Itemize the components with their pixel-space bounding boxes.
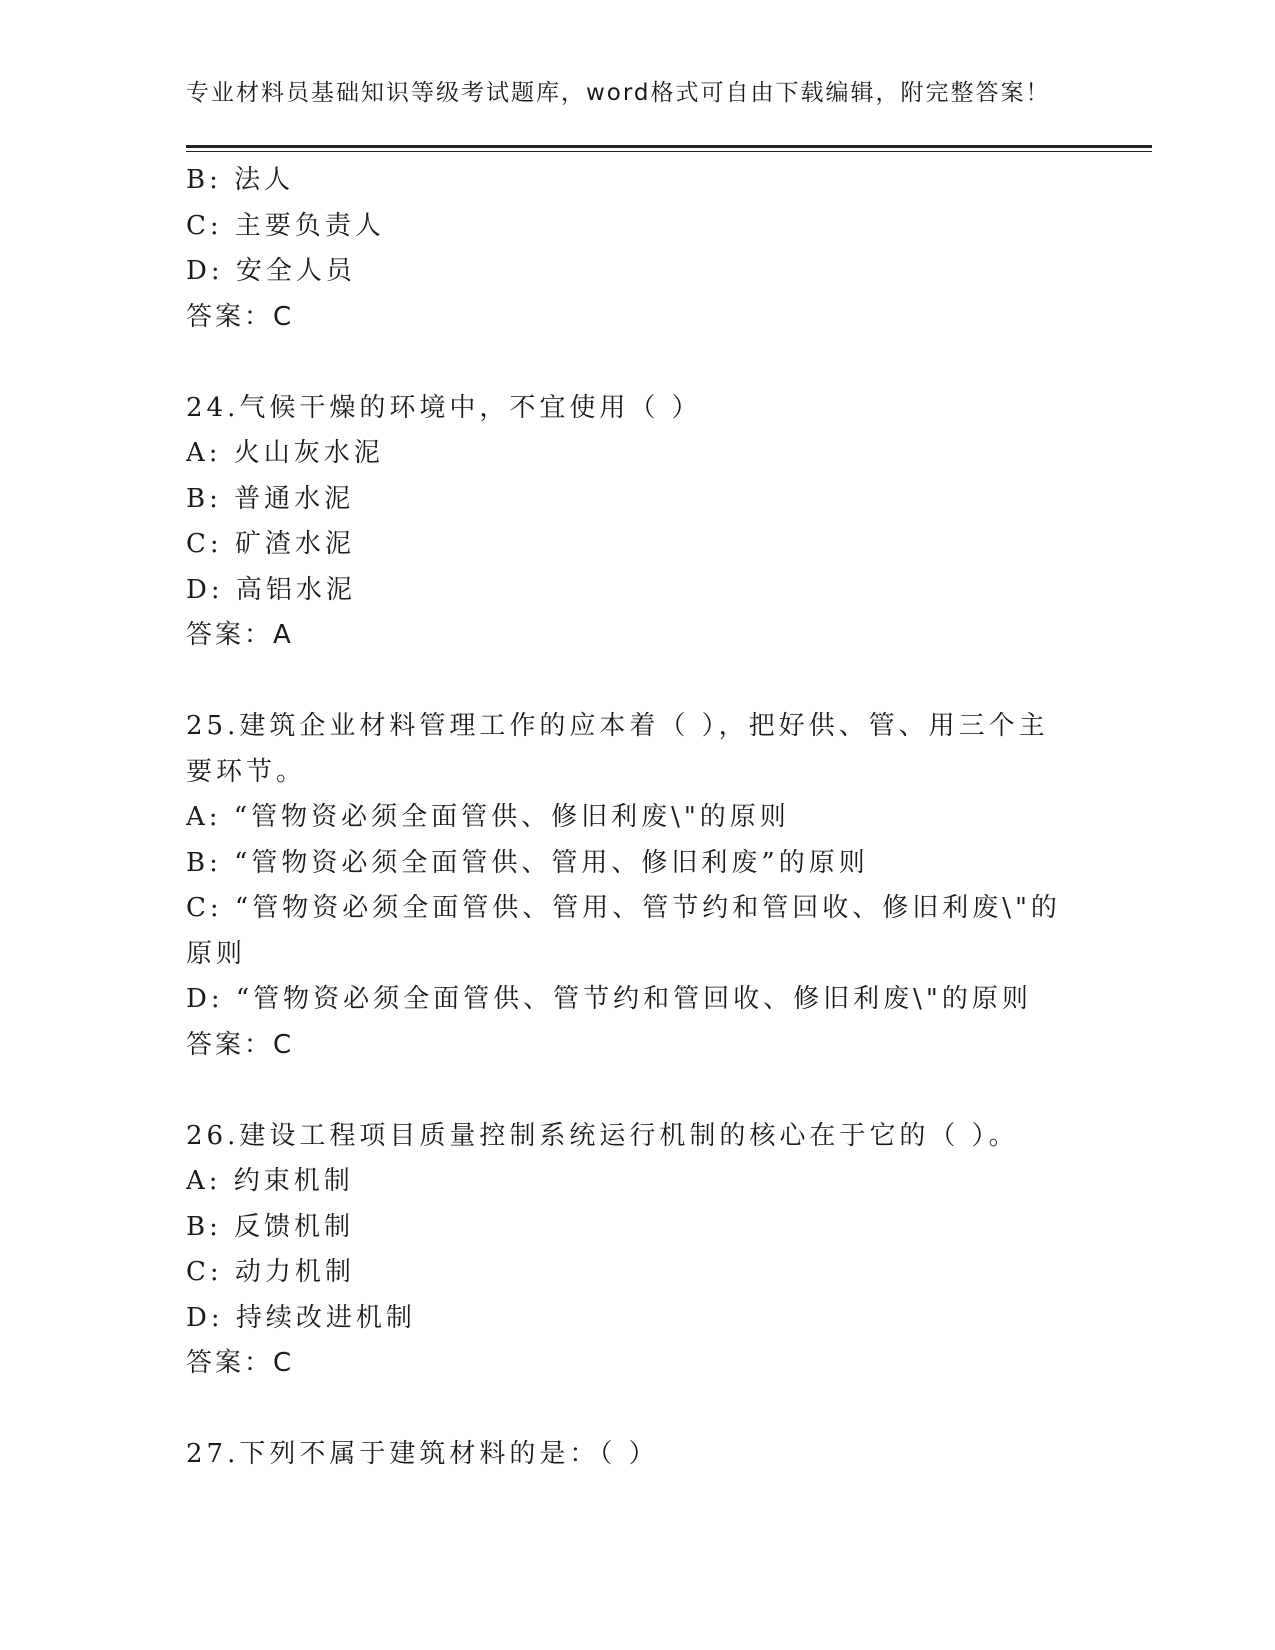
page-header-title: 专业材料员基础知识等级考试题库，word格式可自由下载编辑，附完整答案！	[186, 80, 1051, 106]
option-a: A: “管物资必须全面管供、修旧利废\"的原则	[186, 802, 790, 832]
question-26-block	[186, 1114, 1086, 1387]
answer-line: 答案：C	[186, 301, 295, 332]
question-stem: 26.建设工程项目质量控制系统运行机制的核心在于它的（ ）。	[186, 1120, 1019, 1151]
option-c: C: 主要负责人	[186, 210, 385, 241]
spacer	[186, 1068, 1086, 1114]
question-24-block	[186, 386, 1086, 659]
option-d: D: 安全人员	[186, 256, 356, 286]
option-a: A: 约束机制	[186, 1166, 354, 1196]
option-d: D: 持续改进机制	[186, 1302, 416, 1333]
option-c: C: 矿渣水泥	[186, 529, 355, 559]
option-a: A: 火山灰水泥	[186, 438, 384, 468]
option-b: B: “管物资必须全面管供、管用、修旧利废”的原则	[186, 847, 869, 878]
question-stem: 24.气候干燥的环境中，不宜使用（ ）	[186, 392, 702, 423]
prev-question-block	[186, 158, 1086, 340]
question-27-block	[186, 1432, 1086, 1478]
option-b: B: 法人	[186, 165, 295, 195]
question-content	[186, 158, 1086, 1478]
spacer	[186, 1387, 1086, 1433]
option-b: B: 普通水泥	[186, 483, 355, 514]
header-divider-thick	[186, 145, 1152, 148]
spacer	[186, 659, 1086, 705]
option-d: D: “管物资必须全面管供、管节约和管回收、修旧利废\"的原则	[186, 984, 1032, 1014]
answer-line: 答案：C	[186, 1029, 295, 1060]
option-d: D: 高铝水泥	[186, 574, 356, 605]
question-25-block	[186, 704, 1086, 1068]
option-b: B: 反馈机制	[186, 1211, 355, 1242]
question-stem: 25.建筑企业材料管理工作的应本着（ ），把好供、管、用三个主要环节。	[186, 711, 1049, 787]
answer-line: 答案：C	[186, 1348, 295, 1378]
question-stem: 27.下列不属于建筑材料的是：（ ）	[186, 1439, 659, 1469]
option-c: C: 动力机制	[186, 1257, 355, 1287]
answer-line: 答案：A	[186, 620, 294, 650]
header-divider-thin	[186, 151, 1152, 152]
option-c: C: “管物资必须全面管供、管用、管节约和管回收、修旧利废\"的原则	[186, 893, 1061, 969]
spacer	[186, 340, 1086, 386]
